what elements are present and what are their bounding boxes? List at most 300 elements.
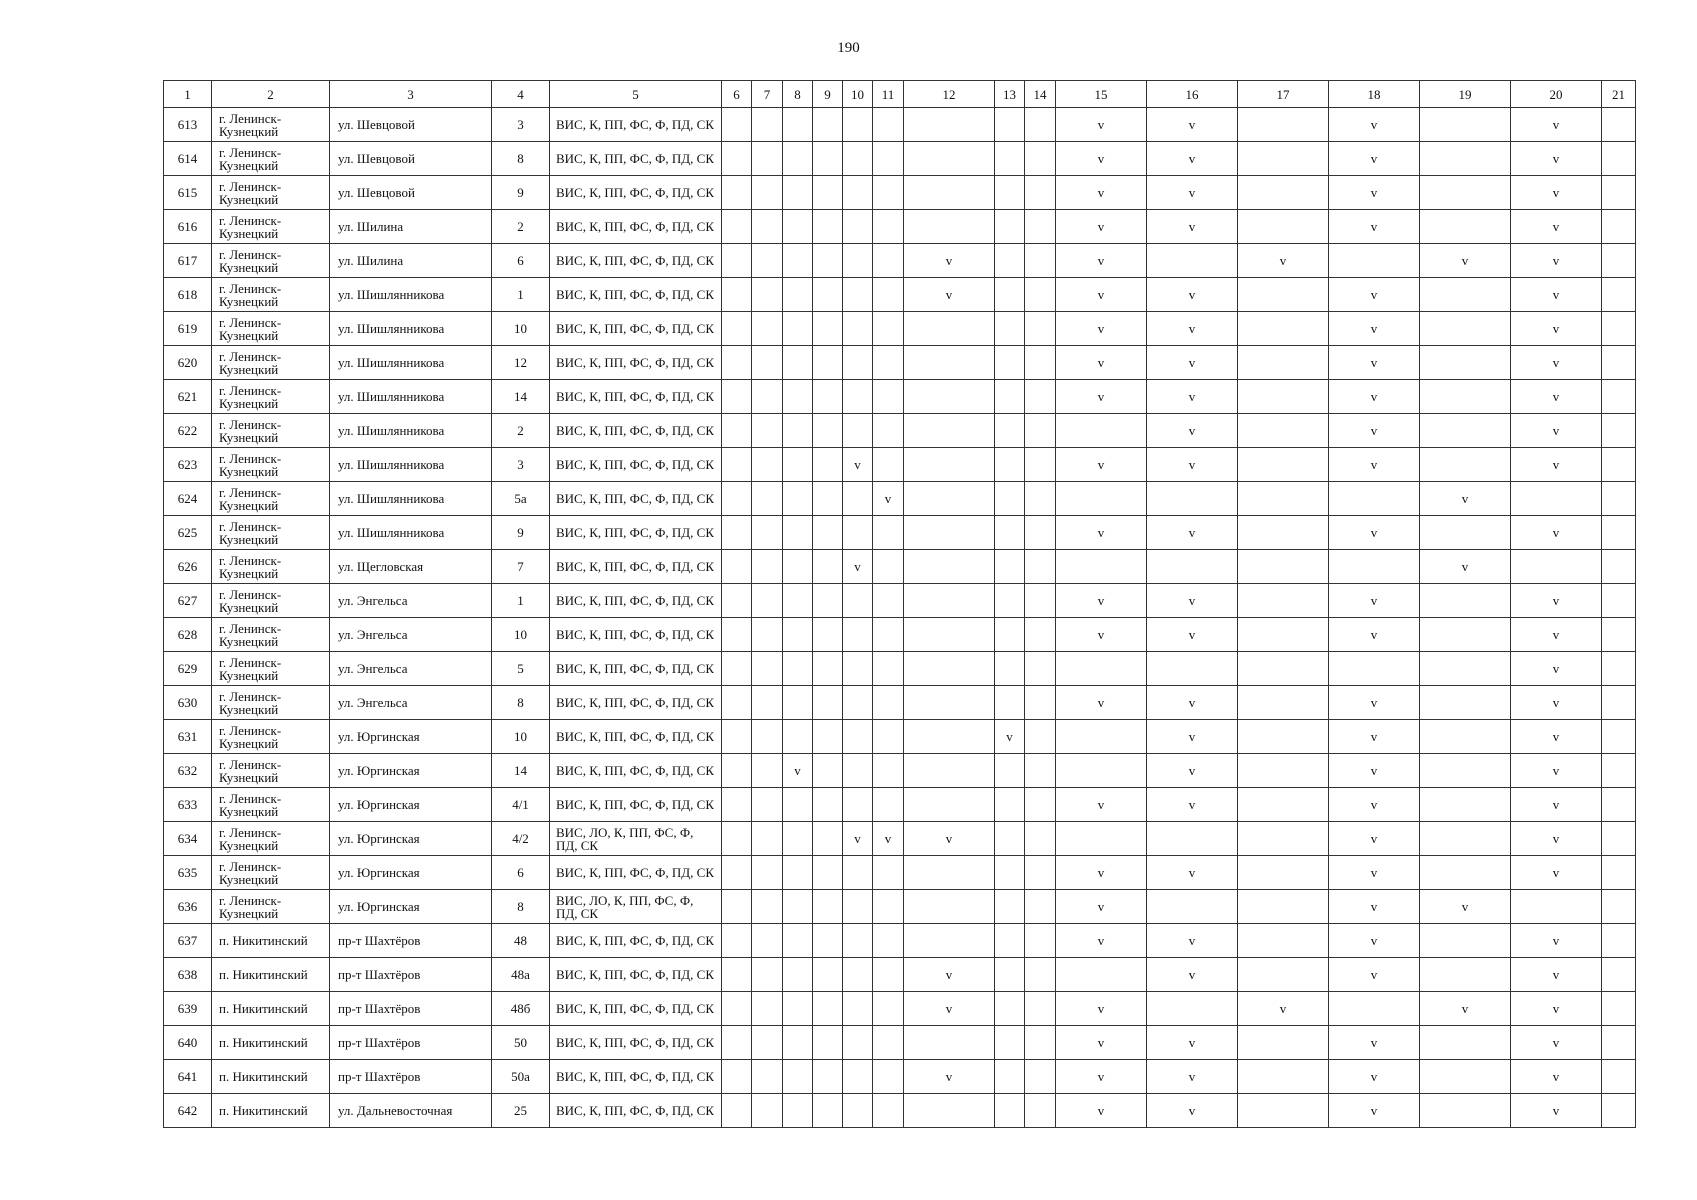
empty-cell [1025, 176, 1056, 210]
empty-cell [1238, 1060, 1329, 1094]
check-mark-cell: v [1511, 1026, 1602, 1060]
empty-cell [1238, 890, 1329, 924]
empty-cell [722, 312, 752, 346]
empty-cell [752, 278, 783, 312]
house-number-cell: 1 [492, 278, 550, 312]
table-row [164, 176, 1636, 210]
empty-cell [873, 992, 904, 1026]
locality-cell: г. Ленинск-Кузнецкий [212, 448, 330, 482]
empty-cell [873, 380, 904, 414]
street-cell: ул. Юргинская [330, 754, 492, 788]
equipment-cell: ВИС, К, ПП, ФС, Ф, ПД, СК [550, 618, 722, 652]
check-mark-cell: v [1511, 312, 1602, 346]
row-number-cell: 629 [164, 652, 212, 686]
street-cell: ул. Юргинская [330, 822, 492, 856]
table-row [164, 584, 1636, 618]
empty-cell [1025, 448, 1056, 482]
empty-cell [813, 652, 843, 686]
table-row [164, 720, 1636, 754]
empty-cell [783, 482, 813, 516]
empty-cell [904, 380, 995, 414]
empty-cell [1420, 448, 1511, 482]
empty-cell [843, 210, 873, 244]
empty-cell [813, 176, 843, 210]
equipment-cell: ВИС, К, ПП, ФС, Ф, ПД, СК [550, 142, 722, 176]
empty-cell [1602, 244, 1636, 278]
empty-cell [1602, 176, 1636, 210]
column-header-21: 21 [1602, 81, 1636, 108]
check-mark-cell: v [904, 822, 995, 856]
empty-cell [995, 1060, 1025, 1094]
table-row [164, 822, 1636, 856]
table-row [164, 142, 1636, 176]
street-cell: ул. Шевцовой [330, 142, 492, 176]
empty-cell [873, 788, 904, 822]
empty-cell [813, 448, 843, 482]
column-header-17: 17 [1238, 81, 1329, 108]
locality-cell: г. Ленинск-Кузнецкий [212, 652, 330, 686]
empty-cell [873, 210, 904, 244]
column-header-5: 5 [550, 81, 722, 108]
empty-cell [783, 822, 813, 856]
column-header-12: 12 [904, 81, 995, 108]
check-mark-cell: v [1329, 686, 1420, 720]
locality-cell: п. Никитинский [212, 924, 330, 958]
row-number-cell: 624 [164, 482, 212, 516]
column-header-9: 9 [813, 81, 843, 108]
row-number-cell: 639 [164, 992, 212, 1026]
empty-cell [752, 482, 783, 516]
empty-cell [722, 1094, 752, 1128]
check-mark-cell: v [1147, 686, 1238, 720]
empty-cell [843, 380, 873, 414]
empty-cell [1420, 346, 1511, 380]
check-mark-cell: v [1147, 1060, 1238, 1094]
column-header-19: 19 [1420, 81, 1511, 108]
check-mark-cell: v [1329, 584, 1420, 618]
equipment-cell: ВИС, К, ПП, ФС, Ф, ПД, СК [550, 414, 722, 448]
check-mark-cell: v [1056, 278, 1147, 312]
check-mark-cell: v [1147, 856, 1238, 890]
empty-cell [1025, 720, 1056, 754]
empty-cell [1238, 1026, 1329, 1060]
empty-cell [995, 278, 1025, 312]
empty-cell [1420, 822, 1511, 856]
check-mark-cell: v [1420, 482, 1511, 516]
empty-cell [752, 346, 783, 380]
empty-cell [1238, 788, 1329, 822]
check-mark-cell: v [1056, 1094, 1147, 1128]
empty-cell [873, 516, 904, 550]
empty-cell [1602, 992, 1636, 1026]
equipment-cell: ВИС, К, ПП, ФС, Ф, ПД, СК [550, 448, 722, 482]
check-mark-cell: v [783, 754, 813, 788]
locality-cell: г. Ленинск-Кузнецкий [212, 686, 330, 720]
table-row [164, 1094, 1636, 1128]
empty-cell [1238, 108, 1329, 142]
empty-cell [783, 414, 813, 448]
column-header-16: 16 [1147, 81, 1238, 108]
empty-cell [783, 720, 813, 754]
empty-cell [1511, 550, 1602, 584]
empty-cell [1602, 618, 1636, 652]
empty-cell [752, 618, 783, 652]
empty-cell [813, 720, 843, 754]
check-mark-cell: v [1056, 788, 1147, 822]
empty-cell [995, 1026, 1025, 1060]
empty-cell [1025, 958, 1056, 992]
check-mark-cell: v [1056, 856, 1147, 890]
empty-cell [995, 108, 1025, 142]
empty-cell [873, 448, 904, 482]
column-header-14: 14 [1025, 81, 1056, 108]
house-number-cell: 3 [492, 108, 550, 142]
locality-cell: г. Ленинск-Кузнецкий [212, 890, 330, 924]
check-mark-cell: v [1329, 822, 1420, 856]
empty-cell [722, 584, 752, 618]
empty-cell [1420, 414, 1511, 448]
empty-cell [904, 176, 995, 210]
table-row [164, 448, 1636, 482]
empty-cell [1420, 924, 1511, 958]
row-number-cell: 620 [164, 346, 212, 380]
empty-cell [843, 924, 873, 958]
empty-cell [1025, 1026, 1056, 1060]
empty-cell [995, 822, 1025, 856]
locality-cell: г. Ленинск-Кузнецкий [212, 380, 330, 414]
check-mark-cell: v [1147, 414, 1238, 448]
empty-cell [783, 312, 813, 346]
empty-cell [1025, 210, 1056, 244]
equipment-cell: ВИС, К, ПП, ФС, Ф, ПД, СК [550, 992, 722, 1026]
empty-cell [1238, 584, 1329, 618]
check-mark-cell: v [1329, 754, 1420, 788]
empty-cell [843, 618, 873, 652]
empty-cell [752, 1094, 783, 1128]
empty-cell [1238, 278, 1329, 312]
check-mark-cell: v [1420, 890, 1511, 924]
empty-cell [1238, 448, 1329, 482]
empty-cell [813, 924, 843, 958]
empty-cell [1025, 1060, 1056, 1094]
empty-cell [752, 516, 783, 550]
locality-cell: г. Ленинск-Кузнецкий [212, 788, 330, 822]
empty-cell [813, 108, 843, 142]
empty-cell [1025, 346, 1056, 380]
empty-cell [1602, 720, 1636, 754]
check-mark-cell: v [1329, 618, 1420, 652]
locality-cell: г. Ленинск-Кузнецкий [212, 278, 330, 312]
empty-cell [873, 1060, 904, 1094]
street-cell: ул. Щегловская [330, 550, 492, 584]
locality-cell: г. Ленинск-Кузнецкий [212, 176, 330, 210]
locality-cell: г. Ленинск-Кузнецкий [212, 482, 330, 516]
table-body [164, 108, 1636, 1128]
empty-cell [1025, 584, 1056, 618]
empty-cell [1602, 584, 1636, 618]
empty-cell [995, 516, 1025, 550]
empty-cell [813, 618, 843, 652]
empty-cell [1602, 686, 1636, 720]
empty-cell [843, 890, 873, 924]
check-mark-cell: v [1056, 924, 1147, 958]
check-mark-cell: v [904, 958, 995, 992]
empty-cell [873, 414, 904, 448]
empty-cell [722, 210, 752, 244]
locality-cell: г. Ленинск-Кузнецкий [212, 108, 330, 142]
equipment-cell: ВИС, К, ПП, ФС, Ф, ПД, СК [550, 720, 722, 754]
check-mark-cell: v [1056, 142, 1147, 176]
empty-cell [1420, 312, 1511, 346]
empty-cell [995, 686, 1025, 720]
empty-cell [873, 1026, 904, 1060]
check-mark-cell: v [1329, 312, 1420, 346]
empty-cell [1420, 754, 1511, 788]
street-cell: ул. Юргинская [330, 720, 492, 754]
house-number-cell: 5 [492, 652, 550, 686]
street-cell: пр-т Шахтёров [330, 924, 492, 958]
locality-cell: г. Ленинск-Кузнецкий [212, 346, 330, 380]
check-mark-cell: v [1511, 1060, 1602, 1094]
table-row [164, 550, 1636, 584]
empty-cell [1602, 482, 1636, 516]
empty-cell [1238, 482, 1329, 516]
empty-cell [783, 278, 813, 312]
empty-cell [783, 890, 813, 924]
table-row [164, 686, 1636, 720]
row-number-cell: 621 [164, 380, 212, 414]
empty-cell [813, 142, 843, 176]
empty-cell [843, 652, 873, 686]
empty-cell [995, 618, 1025, 652]
house-number-cell: 25 [492, 1094, 550, 1128]
empty-cell [1147, 244, 1238, 278]
table-row [164, 380, 1636, 414]
empty-cell [783, 380, 813, 414]
empty-cell [1511, 890, 1602, 924]
house-number-cell: 9 [492, 176, 550, 210]
empty-cell [873, 108, 904, 142]
empty-cell [783, 346, 813, 380]
row-number-cell: 641 [164, 1060, 212, 1094]
empty-cell [1025, 754, 1056, 788]
locality-cell: г. Ленинск-Кузнецкий [212, 618, 330, 652]
equipment-cell: ВИС, К, ПП, ФС, Ф, ПД, СК [550, 312, 722, 346]
check-mark-cell: v [1147, 788, 1238, 822]
empty-cell [843, 482, 873, 516]
column-header-11: 11 [873, 81, 904, 108]
table-row [164, 482, 1636, 516]
empty-cell [813, 312, 843, 346]
locality-cell: г. Ленинск-Кузнецкий [212, 312, 330, 346]
house-number-cell: 2 [492, 414, 550, 448]
check-mark-cell: v [1511, 346, 1602, 380]
check-mark-cell: v [1056, 516, 1147, 550]
empty-cell [1238, 652, 1329, 686]
row-number-cell: 628 [164, 618, 212, 652]
empty-cell [1238, 210, 1329, 244]
empty-cell [995, 176, 1025, 210]
empty-cell [1238, 550, 1329, 584]
empty-cell [873, 278, 904, 312]
empty-cell [752, 1060, 783, 1094]
house-number-cell: 50 [492, 1026, 550, 1060]
empty-cell [722, 414, 752, 448]
street-cell: ул. Шишлянникова [330, 414, 492, 448]
check-mark-cell: v [1420, 244, 1511, 278]
table-row [164, 958, 1636, 992]
empty-cell [873, 652, 904, 686]
empty-cell [1602, 890, 1636, 924]
empty-cell [1602, 754, 1636, 788]
check-mark-cell: v [1147, 448, 1238, 482]
check-mark-cell: v [1147, 142, 1238, 176]
empty-cell [904, 856, 995, 890]
empty-cell [813, 244, 843, 278]
empty-cell [1329, 992, 1420, 1026]
check-mark-cell: v [1056, 1026, 1147, 1060]
empty-cell [722, 856, 752, 890]
empty-cell [1056, 754, 1147, 788]
empty-cell [1056, 414, 1147, 448]
table-row [164, 788, 1636, 822]
check-mark-cell: v [1329, 720, 1420, 754]
empty-cell [873, 312, 904, 346]
empty-cell [1420, 652, 1511, 686]
check-mark-cell: v [1329, 890, 1420, 924]
check-mark-cell: v [1238, 992, 1329, 1026]
column-header-4: 4 [492, 81, 550, 108]
check-mark-cell: v [1329, 958, 1420, 992]
empty-cell [995, 924, 1025, 958]
empty-cell [1147, 822, 1238, 856]
row-number-cell: 642 [164, 1094, 212, 1128]
empty-cell [1025, 516, 1056, 550]
empty-cell [722, 108, 752, 142]
table-row [164, 312, 1636, 346]
empty-cell [1602, 856, 1636, 890]
empty-cell [873, 346, 904, 380]
row-number-cell: 633 [164, 788, 212, 822]
check-mark-cell: v [1056, 244, 1147, 278]
empty-cell [843, 142, 873, 176]
table-row [164, 210, 1636, 244]
check-mark-cell: v [1056, 992, 1147, 1026]
empty-cell [783, 788, 813, 822]
check-mark-cell: v [1511, 992, 1602, 1026]
empty-cell [995, 856, 1025, 890]
house-number-cell: 5а [492, 482, 550, 516]
empty-cell [1056, 550, 1147, 584]
check-mark-cell: v [1511, 244, 1602, 278]
column-header-13: 13 [995, 81, 1025, 108]
empty-cell [783, 108, 813, 142]
empty-cell [813, 210, 843, 244]
equipment-cell: ВИС, К, ПП, ФС, Ф, ПД, СК [550, 584, 722, 618]
empty-cell [1238, 958, 1329, 992]
empty-cell [813, 482, 843, 516]
empty-cell [873, 618, 904, 652]
row-number-cell: 640 [164, 1026, 212, 1060]
empty-cell [1329, 244, 1420, 278]
empty-cell [1420, 856, 1511, 890]
empty-cell [1602, 1060, 1636, 1094]
empty-cell [752, 992, 783, 1026]
check-mark-cell: v [1147, 754, 1238, 788]
row-number-cell: 636 [164, 890, 212, 924]
locality-cell: г. Ленинск-Кузнецкий [212, 142, 330, 176]
check-mark-cell: v [1511, 414, 1602, 448]
column-header-8: 8 [783, 81, 813, 108]
empty-cell [1602, 142, 1636, 176]
empty-cell [843, 754, 873, 788]
empty-cell [722, 142, 752, 176]
empty-cell [752, 584, 783, 618]
empty-cell [813, 1094, 843, 1128]
empty-cell [995, 414, 1025, 448]
street-cell: пр-т Шахтёров [330, 992, 492, 1026]
empty-cell [722, 380, 752, 414]
empty-cell [995, 754, 1025, 788]
check-mark-cell: v [1329, 788, 1420, 822]
empty-cell [843, 1060, 873, 1094]
empty-cell [1025, 482, 1056, 516]
check-mark-cell: v [1511, 278, 1602, 312]
empty-cell [1602, 924, 1636, 958]
locality-cell: г. Ленинск-Кузнецкий [212, 584, 330, 618]
check-mark-cell: v [1329, 176, 1420, 210]
empty-cell [1602, 652, 1636, 686]
empty-cell [843, 516, 873, 550]
empty-cell [904, 1026, 995, 1060]
empty-cell [904, 924, 995, 958]
empty-cell [752, 890, 783, 924]
empty-cell [813, 550, 843, 584]
empty-cell [1329, 550, 1420, 584]
empty-cell [1420, 788, 1511, 822]
check-mark-cell: v [1147, 210, 1238, 244]
house-number-cell: 2 [492, 210, 550, 244]
empty-cell [813, 822, 843, 856]
empty-cell [873, 176, 904, 210]
empty-cell [813, 754, 843, 788]
street-cell: ул. Энгельса [330, 686, 492, 720]
street-cell: ул. Шишлянникова [330, 482, 492, 516]
empty-cell [783, 618, 813, 652]
check-mark-cell: v [1147, 516, 1238, 550]
empty-cell [1238, 924, 1329, 958]
empty-cell [1056, 822, 1147, 856]
empty-cell [843, 584, 873, 618]
empty-cell [752, 312, 783, 346]
row-number-cell: 618 [164, 278, 212, 312]
empty-cell [995, 448, 1025, 482]
empty-cell [783, 686, 813, 720]
empty-cell [1602, 380, 1636, 414]
check-mark-cell: v [1147, 278, 1238, 312]
empty-cell [843, 278, 873, 312]
empty-cell [813, 346, 843, 380]
check-mark-cell: v [1511, 176, 1602, 210]
locality-cell: п. Никитинский [212, 1094, 330, 1128]
data-table [163, 80, 1636, 1128]
empty-cell [873, 924, 904, 958]
equipment-cell: ВИС, К, ПП, ФС, Ф, ПД, СК [550, 210, 722, 244]
empty-cell [1420, 618, 1511, 652]
empty-cell [1238, 618, 1329, 652]
empty-cell [995, 584, 1025, 618]
empty-cell [873, 142, 904, 176]
